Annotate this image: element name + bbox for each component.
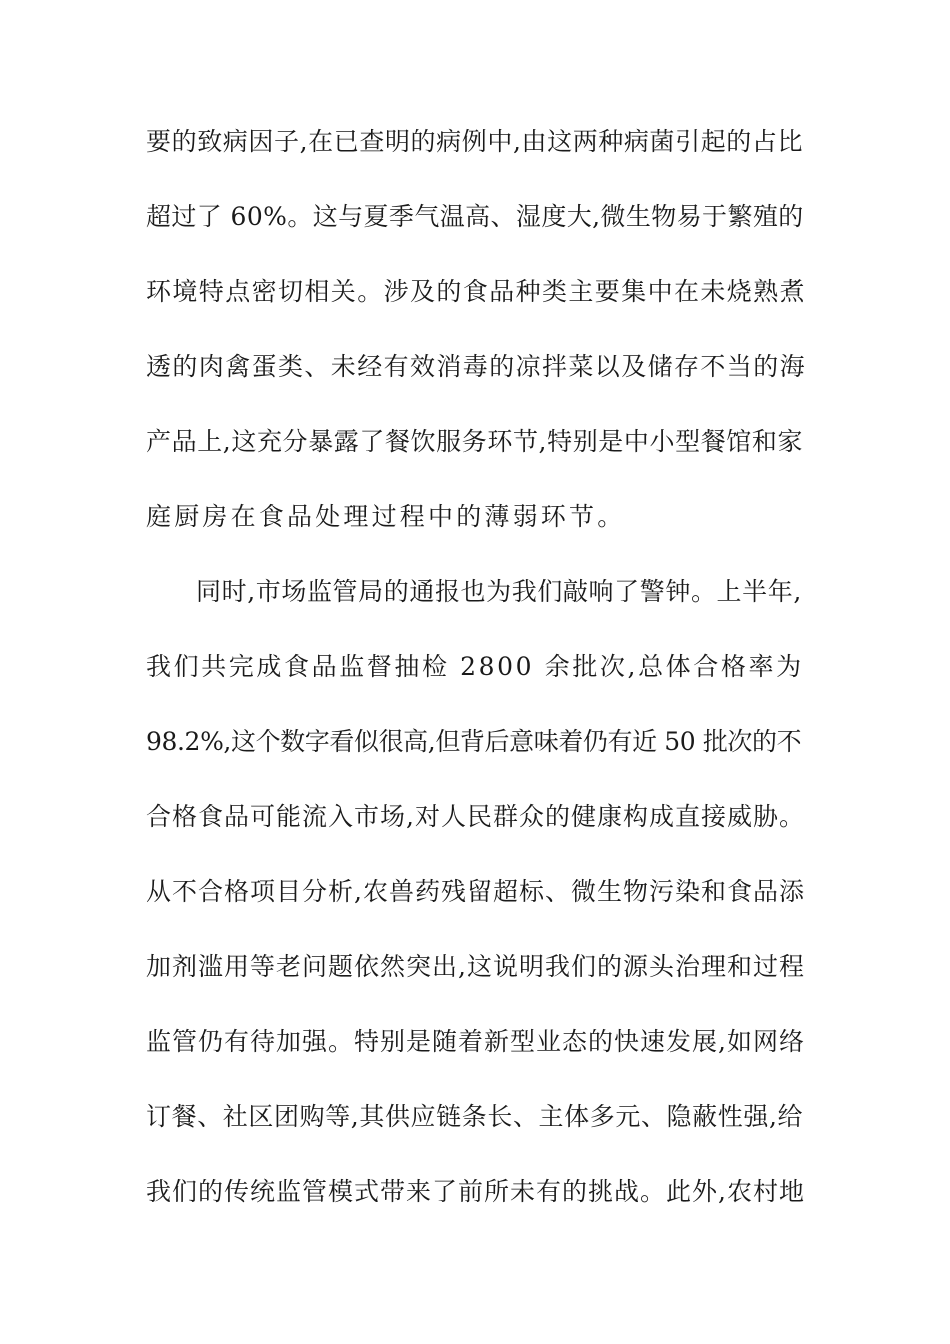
text-line-4: 透的肉禽蛋类、未经有效消毒的凉拌菜以及储存不当的海 [146, 352, 807, 381]
text-line-7: 同时,市场监管局的通报也为我们敲响了警钟。上半年, [196, 577, 802, 606]
text-line-2: 超过了 60%。这与夏季气温高、湿度大,微生物易于繁殖的 [146, 202, 804, 231]
text-line-8: 我们共完成食品监督抽检 2800 余批次,总体合格率为 [146, 652, 804, 681]
text-line-15: 我们的传统监管模式带来了前所未有的挑战。此外,农村地 [146, 1177, 805, 1206]
text-line-11: 从不合格项目分析,农兽药残留超标、微生物污染和食品添 [146, 877, 805, 906]
text-line-14: 订餐、社区团购等,其供应链条长、主体多元、隐蔽性强,给 [146, 1102, 804, 1131]
text-line-3: 环境特点密切相关。涉及的食品种类主要集中在未烧熟煮 [146, 277, 807, 306]
text-line-10: 合格食品可能流入市场,对人民群众的健康构成直接威胁。 [146, 802, 805, 831]
text-line-1: 要的致病因子,在已查明的病例中,由这两种病菌引起的占比 [146, 127, 804, 156]
text-line-9: 98.2%,这个数字看似很高,但背后意味着仍有近 50 批次的不 [146, 727, 802, 756]
text-line-5: 产品上,这充分暴露了餐饮服务环节,特别是中小型餐馆和家 [146, 427, 804, 456]
text-line-12: 加剂滥用等老问题依然突出,这说明我们的源头治理和过程 [146, 952, 805, 981]
text-line-6: 庭厨房在食品处理过程中的薄弱环节。 [146, 502, 626, 531]
text-line-13: 监管仍有待加强。特别是随着新型业态的快速发展,如网络 [146, 1027, 805, 1056]
